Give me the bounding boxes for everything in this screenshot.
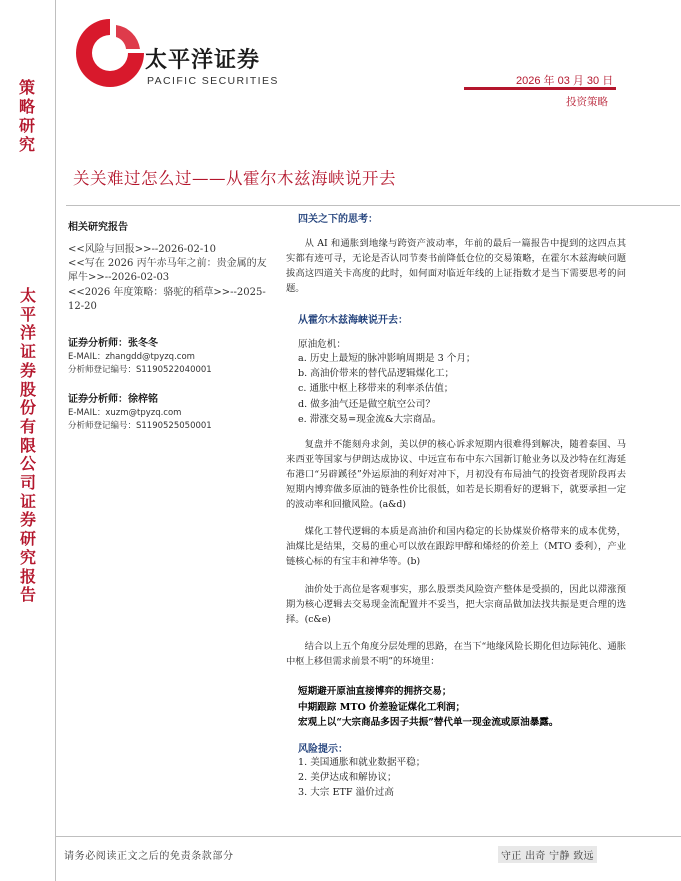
analyst-name: 证券分析师：徐梓铭 [68, 394, 158, 406]
risk-list [298, 755, 618, 801]
section-heading-four-gates: 四关之下的思考： [298, 214, 378, 225]
paragraph-review: 复盘并不能刻舟求剑，美以伊的核心诉求短期内很难得到解决，随着泰国、马来西亚等国家与伊朗达成协议、中远宣布布中东六国新订舱业务以及沙特在红海延布港口“另辟蹊径”外运原油的利好对冲下，月初没有布局油气的投资者现阶段再去短期内博弈做多原油的链条性价比很低，如若是长期看好的逻辑下，就要承担一定的波动率和回撤风险。(a&d) [286, 439, 626, 510]
list-item: a. 历史上最短的脉冲影响周期是 3 个月； [298, 353, 476, 364]
list-item: d. 做多油气还是做空航空公司？ [298, 398, 435, 410]
related-report-link[interactable]: <<风险与回报>>--2026-02-10 [68, 244, 216, 255]
report-type: 投资策略 [566, 96, 608, 108]
list-item: e. 滞涨交易=现金流&大宗商品。 [298, 413, 442, 425]
sidebar [68, 218, 274, 433]
takeaway-line: 宏观上以“大宗商品多因子共振”替代单一现金流或原油暴露。 [298, 717, 559, 728]
list-item: 1. 美国通胀和就业数据平稳； [298, 757, 426, 768]
list-item: 3. 大宗 ETF 溢价过高 [298, 787, 394, 799]
category-label-box [6, 78, 52, 158]
company-vertical-label: 太平洋证券股份有限公司证券研究报告 [20, 286, 37, 605]
risk-heading: 风险提示： [298, 744, 348, 755]
analyst-cert-number: 分析师登记编号：S1190522040001 [68, 365, 212, 376]
related-report-link[interactable]: <<2026 年度策略：骆驼的稻草>>--2025-12-20 [68, 286, 266, 312]
related-report-link[interactable]: <<写在 2026 丙午赤马年之前：贵金属的友犀牛>>--2026-02-03 [68, 258, 267, 284]
analyst-name: 证券分析师：张冬冬 [68, 338, 158, 350]
footer-disclaimer: 请务必阅读正文之后的免责条款部分 [64, 851, 234, 862]
date-divider [464, 87, 616, 90]
crisis-list-title: 原油危机： [298, 339, 346, 350]
section-heading-hormuz: 从霍尔木兹海峡说开去： [298, 315, 408, 326]
logo-emblem-icon [70, 15, 150, 90]
analyst-email[interactable]: E-MAIL：xuzm@tpyzq.com [68, 408, 182, 419]
report-date: 2026 年 03 月 30 日 [516, 75, 614, 87]
footer-divider [56, 836, 681, 837]
logo-name-en: PACIFIC SECURITIES [147, 75, 279, 87]
category-label: 策略研究 [19, 78, 36, 154]
left-side-bar [0, 0, 56, 881]
takeaway-line: 中期跟踪 MTO 价差验证煤化工利润； [298, 701, 466, 713]
report-title: 关关难过怎么过——从霍尔木兹海峡说开去 [73, 169, 396, 188]
takeaway-line: 短期避开原油直接博弈的拥挤交易； [298, 686, 452, 697]
paragraph-intro: 从 AI 和通胀到地缘与跨资产波动率，年前的最后一篇报告中提到的这四点其实都有迹可寻，无论是否认同节奏书前降低仓位的交易策略，在霍尔木兹海峡问题拔高这四道关卡高度的此时，如何面对临近年线的上证指数才是当下需要思考的问题。 [286, 238, 626, 294]
analyst-block [68, 393, 274, 433]
paragraph-conclusion: 结合以上五个角度分层处理的思路，在当下“地缘风险长期化但边际钝化、通胀中枢上移但需求前景不明”的环境里： [286, 641, 626, 667]
footer-motto: 守正 出奇 宁静 致远 [498, 846, 597, 863]
analyst-email[interactable]: E-MAIL：zhangdd@tpyzq.com [68, 352, 195, 363]
paragraph-coal-chemical: 煤化工替代逻辑的本质是高油价和国内稳定的长协煤炭价格带来的成本优势，油煤比是结果，交易的重心可以放在跟踪甲醇和烯烃的价差上（MTO 委利），产业链核心标的有宝丰和神华等。(b) [286, 526, 626, 567]
key-takeaways [298, 684, 638, 731]
analyst-cert-number: 分析师登记编号：S1190525050001 [68, 421, 212, 432]
analyst-block [68, 337, 274, 377]
list-item: c. 通胀中枢上移带来的利率杀估值； [298, 383, 454, 395]
title-divider [66, 205, 680, 206]
related-reports-heading: 相关研究报告 [68, 222, 128, 233]
list-item: 2. 美伊达成和解协议； [298, 772, 397, 784]
paragraph-oil-price: 油价处于高位是客观事实，那么股票类风险资产整体是受损的，因此以滞涨预期为核心逻辑去交易现金流配置并不妥当，把大宗商品做加法找共振是更合理的选择。(c&e) [286, 584, 626, 625]
list-item: b. 高油价带来的替代品逻辑煤化工； [298, 368, 455, 380]
crisis-list [298, 351, 618, 427]
logo-name-cn: 太平洋证券 [145, 48, 261, 73]
